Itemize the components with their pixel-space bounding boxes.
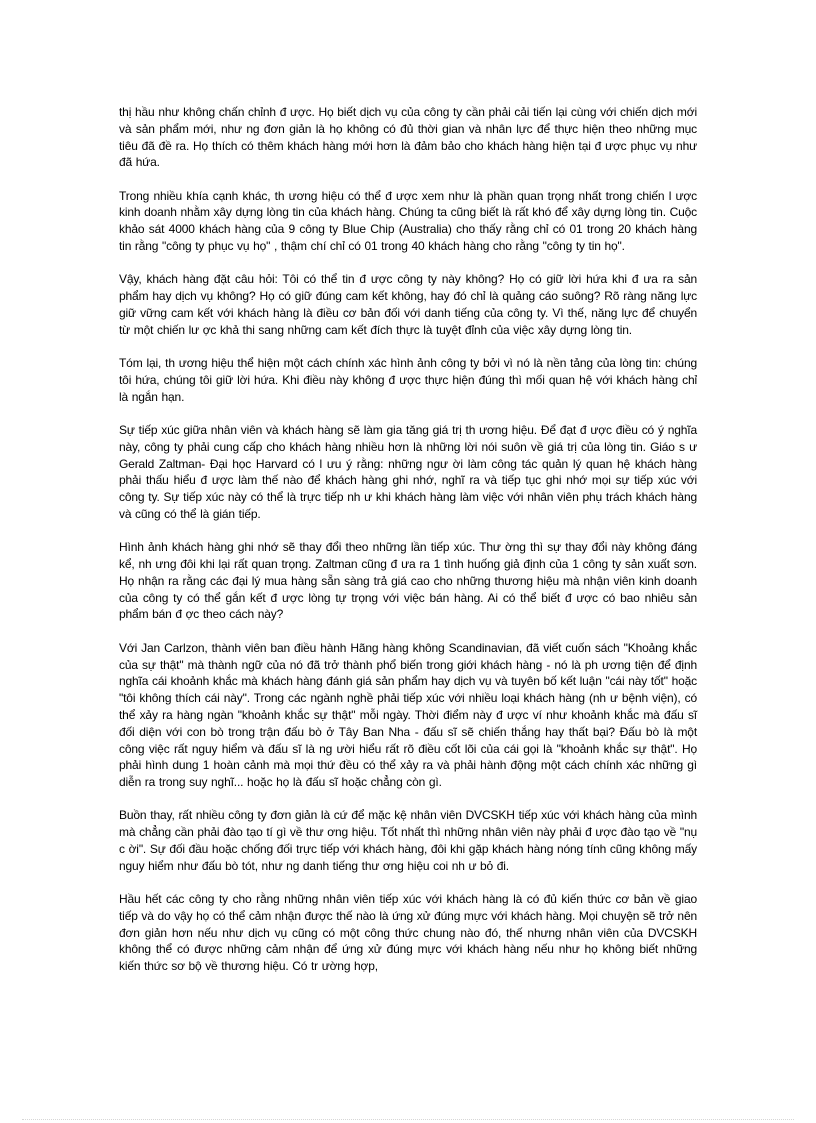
paragraph-4: Tóm lại, th ương hiệu thể hiện một cách chính xác hình ảnh công ty bởi vì nó là nền tảng của lòng tin: chúng tôi hứa, chúng tôi giữ lời hứa. Khi điều này không đ ược thực hiện đúng thì mối quan hệ với khách hàng chỉ là ngắn hạn. (119, 356, 697, 404)
document-page (119, 104, 697, 992)
paragraph-3: Vậy, khách hàng đặt câu hỏi: Tôi có thể tin đ ược công ty này không? Họ có giữ lời hứa khi đ ưa ra sản phẩm hay dịch vụ không? Họ có giữ đúng cam kết không, hay đó chỉ là quảng cáo suông? Rõ ràng năng lực giữ vững cam kết với khách hàng là điều cơ bản đối với danh tiếng của công ty. Vì thế, năng lực để chuyển từ một chiến lư ợc khả thi sang những cam kết đích thực là tuyệt đỉnh của việc xây dựng lòng tin. (119, 272, 697, 337)
page-bottom-edge (22, 1119, 794, 1120)
paragraph-5: Sự tiếp xúc giữa nhân viên và khách hàng sẽ làm gia tăng giá trị th ương hiệu. Để đạt đ ược điều có ý nghĩa này, công ty phải cung cấp cho khách hàng nhiều hơn là những lời nói suôn về giá trị của lòng tin. Giáo s ư Gerald Zaltman- Đại học Harvard có l ưu ý rằng: những ngư ời làm công tác quản lý quan hệ khách hàng phải thấu hiểu đ ược làm thế nào để khách hàng ghi nhớ, nghĩ ra và tiếp tục ghi nhớ mọi sự tiếp xúc với công ty. Sự tiếp xúc này có thể là trực tiếp nh ư khi khách hàng làm việc với nhân viên phụ trách khách hàng và cũng có thể là gián tiếp. (119, 422, 697, 521)
paragraph-1: thị hầu như không chấn chỉnh đ ược. Họ biết dịch vụ của công ty cần phải cải tiến lại cùng với chiến dịch mới và sản phẩm mới, như ng đơn giản là họ không có đủ thời gian và nhân lực để thực hiện theo những mục tiêu đã đề ra. Họ thích có thêm khách hàng mới hơn là đảm bảo cho khách hàng hiện tại đ ược phục vụ như đã hứa. (119, 105, 697, 170)
paragraph-6: Hình ảnh khách hàng ghi nhớ sẽ thay đổi theo những lần tiếp xúc. Thư ờng thì sự thay đổi này không đáng kể, nh ưng đôi khi lại rất quan trọng. Zaltman cũng đ ưa ra 1 tình huống giả định của 1 công ty sản xuất sơn. Họ nhận ra rằng các đại lý mua hàng sẵn sàng trả giá cao cho những thương hiệu mà nhận viên kinh doanh của công ty có thể gắn kết đ ược lòng tự trọng với việc bán hàng. Ai có thể biết đ ược có bao nhiêu sản phẩm bán đ ợc theo cách này? (119, 540, 697, 622)
paragraph-9: Hầu hết các công ty cho rằng những nhân viên tiếp xúc với khách hàng là có đủ kiến thức cơ bản về giao tiếp và do vậy họ có thể cảm nhận được thế nào là ứng xử đúng mực với khách hàng. Mọi chuyện sẽ trở nên đơn giản hơn nếu như dịch vụ cũng có một công thức chung nào đó, thế nhưng nhân viên của DVCSKH không thể có được những cảm nhận để ứng xử đúng mực với khách hàng nếu như họ không biết những kiến thức sơ bộ về thương hiệu. Có tr ường hợp, (119, 892, 697, 974)
paragraph-2: Trong nhiều khía cạnh khác, th ương hiệu có thể đ ược xem như là phần quan trọng nhất trong chiến l ược kinh doanh nhằm xây dựng lòng tin của khách hàng. Chúng ta cũng biết là rất khó để xây dựng lòng tin. Cuộc khảo sát 4000 khách hàng của 9 công ty Blue Chip (Australia) cho thấy rằng chỉ có 01 trong 20 khách hàng tin rằng "công ty phục vụ họ" , thậm chí chỉ có 01 trong 40 khách hàng cho rằng "công ty tin họ". (119, 188, 697, 254)
paragraph-8: Buồn thay, rất nhiều công ty đơn giản là cứ để mặc kệ nhân viên DVCSKH tiếp xúc với khách hàng của mình mà chẳng cần phải đào tạo tí gì về thư ơng hiệu. Tốt nhất thì những nhân viên này phải đ ược đào tạo về "nụ c ời". Sự đối đầu hoặc chống đối trực tiếp với khách hàng, đôi khi gặp khách hàng nóng tính cũng không mấy nguy hiểm như đấu bò tót, như ng danh tiếng thư ơng hiệu coi nh ư bỏ đi. (119, 808, 697, 873)
paragraph-7: Với Jan Carlzon, thành viên ban điều hành Hãng hàng không Scandinavian, đã viết cuốn sách "Khoảng khắc của sự thật" mà thành ngữ của nó đã trở thành phổ biến trong giới khách hàng - nó là ph ương tiện để định nghĩa cái khoảnh khắc mà khách hàng đánh giá sản phẩm hay dịch vụ và tuyên bố kết luận "cái này tốt" hoặc "tôi không thích cái này". Trong các ngành nghề phải tiếp xúc với nhiều loại khách hàng (nh ư bệnh viện), có thể xảy ra hàng ngàn "khoảnh khắc sự thật" mỗi ngày. Thời điểm này đ ược ví như khoảnh khắc mà đấu sĩ đối diện với con bò trong trận đấu bò ở Tây Ban Nha - đấu sĩ sẽ chiến thắng hay thất bại? Đấu bò là một công việc rất nguy hiểm và đấu sĩ là ng ười hiểu rất rõ điều cốt lõi của cái gọi là "khoảnh khắc sự thật". Họ phải hình dung 1 hoàn cảnh mà mọi thứ đều có thể xảy ra và phải hành động một cách chính xác những gì diễn ra trong suy nghĩ... hoặc họ là đấu sĩ hoặc chẳng còn gì. (119, 640, 697, 790)
